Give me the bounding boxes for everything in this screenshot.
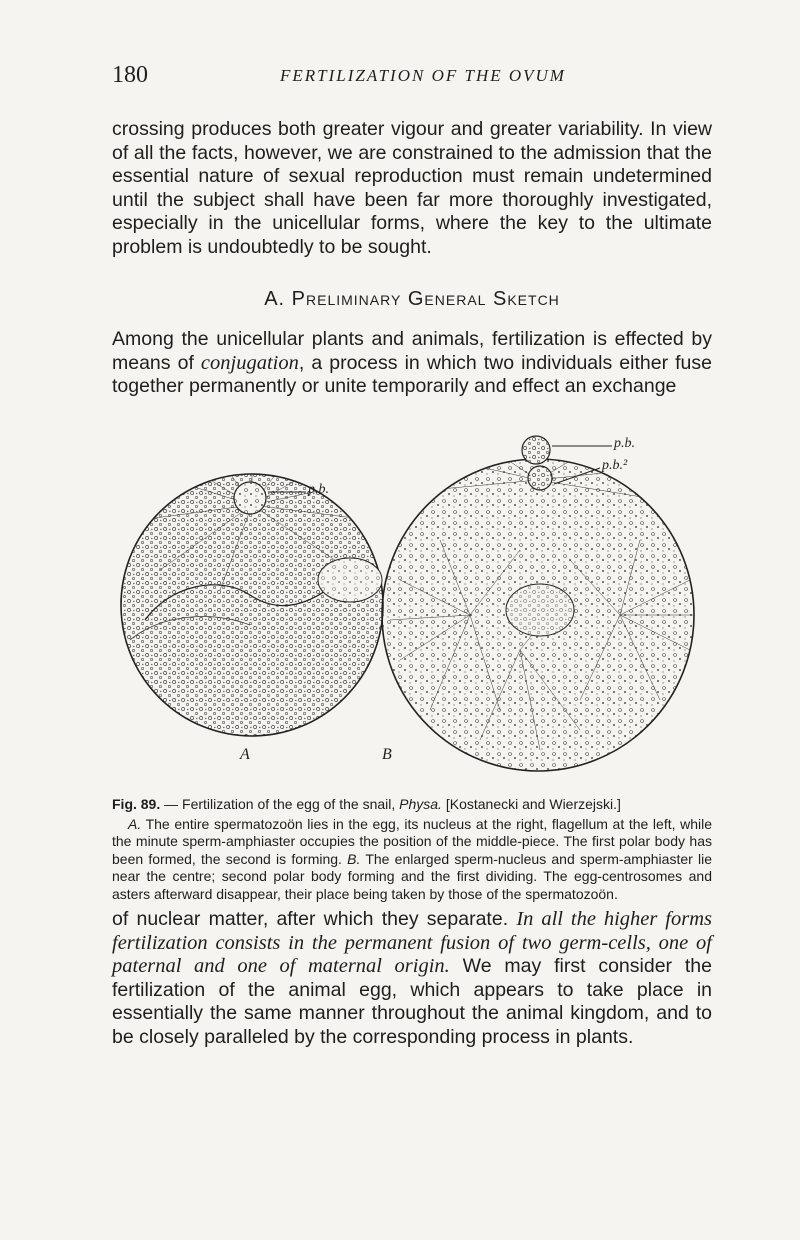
running-head <box>112 62 712 92</box>
caption-panel-b-letter: B. <box>347 850 361 867</box>
label-panel-a: A <box>240 746 250 763</box>
paragraph-2-text-a: Among the unicellular plants and animals, fertilization is effected by means of <box>112 328 712 374</box>
label-pb-a: p.b. <box>308 482 329 497</box>
caption-title-text: — Fertilization of the egg of the snail, <box>160 796 400 812</box>
egg-b <box>382 436 695 771</box>
caption-panel-b-text: The enlarged sperm-nucleus and sperm-amphiaster lie near the centre; second polar body forming and the first dividing. The egg-centrosomes and asters afterward disappear, their place being taken by those of the spermatozoön. <box>112 850 712 902</box>
label-pb-b1: p.b. <box>614 436 635 451</box>
section-heading: A. Preliminary General Sketch <box>264 288 560 310</box>
species-name: Physa. <box>399 796 442 812</box>
label-panel-b: B <box>382 746 392 763</box>
paragraph-2-text-b: , a process in which two individuals either fuse together permanently or unite temporarily and effect an exchange <box>112 351 712 397</box>
figure-89 <box>100 410 720 790</box>
paragraph-3-text-b: We may first consider the fertilization of the animal egg, which appears to take place in essentially the same manner throughout the animal kingdom, and to be closely paralleled by the corresponding process in plants. <box>112 955 712 1048</box>
paragraph-2 <box>112 328 712 399</box>
paragraph-3 <box>112 908 712 1049</box>
caption-source: [Kostanecki and Wierzejski.] <box>441 796 621 812</box>
figure-number: Fig. 89. <box>112 796 161 812</box>
conjugation-term: conjugation <box>200 351 299 374</box>
egg-a <box>121 420 383 736</box>
paragraph-1: crossing produces both greater vigour and greater variability. In view of all the facts, however, we are constrained to the admission that the essential nature of sexual reproduction must remain undetermined until the subject shall have been far more thoroughly investigated, especially in the unicellular forms, where the key to the ultimate problem is undoubtedly to be sought. <box>112 118 712 258</box>
label-pb-b2: p.b.² <box>602 458 628 473</box>
page-number: 180 <box>112 62 148 88</box>
paragraph-3-emphasis: In all the higher forms fertilization consists in the permanent fusion of two germ-cells, one of paternal and one of maternal origin. <box>112 908 712 977</box>
caption-panel-a-text: The entire spermatozoön lies in the egg, its nucleus at the right, flagellum at the left, while the minute sperm-amphiaster occupies the position of the middle-piece. The first polar body has been formed, the second is forming. <box>112 815 712 867</box>
caption-title <box>112 796 712 814</box>
paragraph-3-text-a: of nuclear matter, after which they separate. <box>112 908 517 930</box>
caption-body <box>112 816 712 904</box>
running-title: FERTILIZATION OF THE OVUM <box>280 66 566 85</box>
figure-caption <box>112 796 712 903</box>
caption-panel-a-letter: A. <box>128 815 142 832</box>
